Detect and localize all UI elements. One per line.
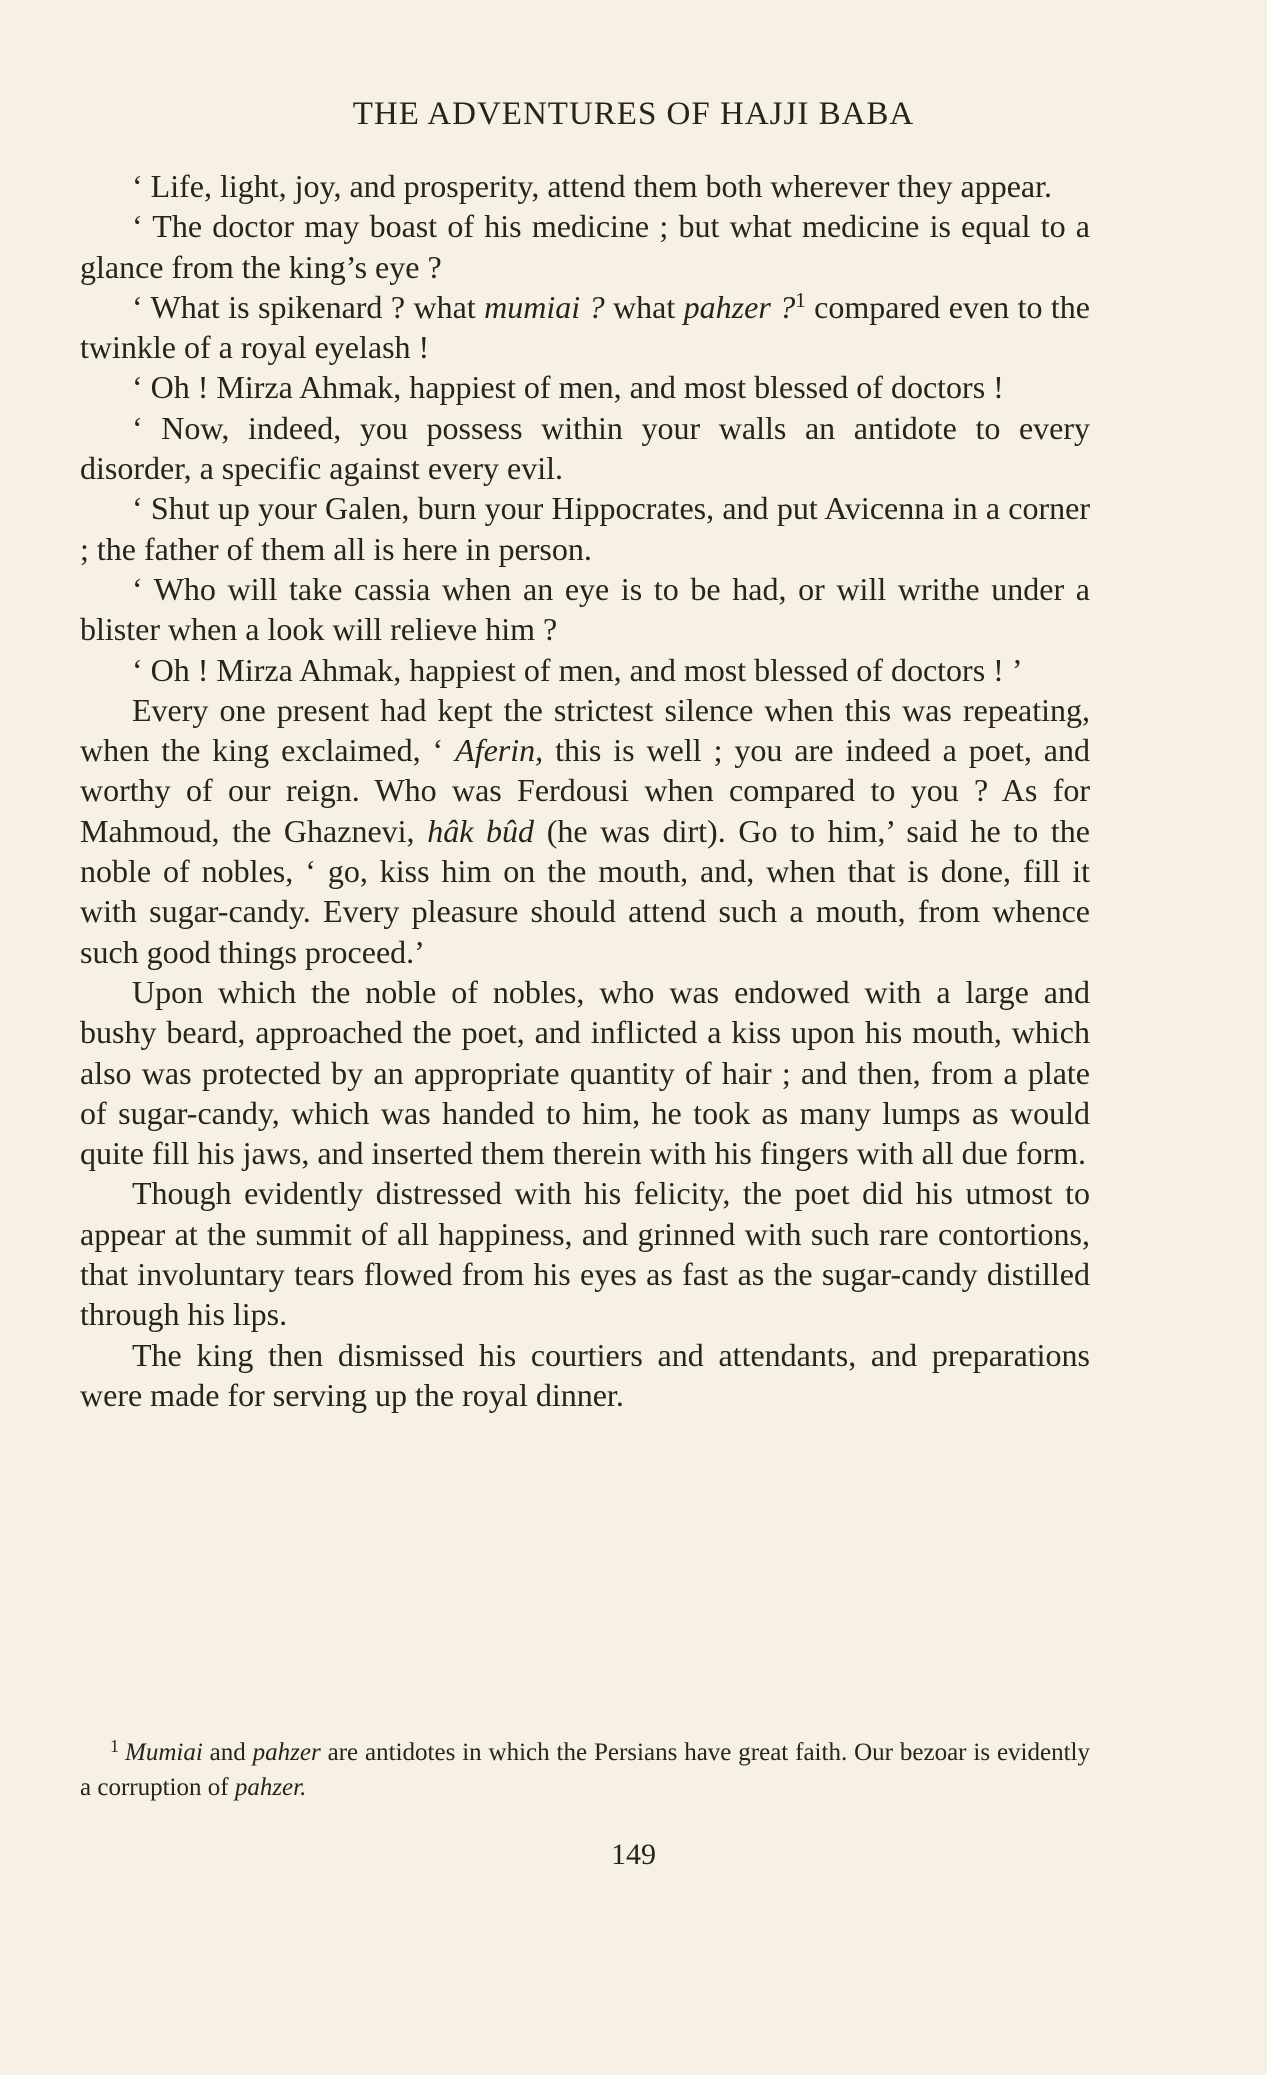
footnote-mark: 1: [110, 1736, 119, 1756]
paragraph: The king then dismissed his courtiers and attendants, and preparations were made for serving up the royal dinner.: [80, 1336, 1090, 1413]
footnote: [80, 1735, 1090, 1805]
italic-term: Aferin,: [455, 732, 544, 769]
running-title: THE ADVENTURES OF HAJJI BABA: [352, 96, 915, 132]
page-number: 149: [611, 1838, 656, 1871]
paragraph: ‘ What is spikenard ? what mumiai ? what pahzer ?$^1$ compared even to the twinkle of a royal eyelash !: [80, 287, 1091, 366]
paragraph: ‘ Oh ! Mirza Ahmak, happiest of men, and most blessed of doctors ! ’: [132, 651, 1023, 688]
paragraph: Though evidently distressed with his felicity, the poet did his utmost to appear at the summit of all happiness, and grinned with such rare contortions, that involuntary tears flowed from his eyes as fast as the sugar-candy distilled through his lips.: [80, 1175, 1090, 1333]
paragraph: ‘ Shut up your Galen, burn your Hippocrates, and put Avicenna in a corner ; the father of them all is here in person.: [80, 490, 1090, 567]
paragraph: ‘ Oh ! Mirza Ahmak, happiest of men, and most blessed of doctors !: [132, 369, 1004, 406]
paragraph: ‘ The doctor may boast of his medicine ; but what medicine is equal to a glance from the king’s eye ?: [80, 208, 1090, 285]
main-text: [80, 166, 1090, 1415]
italic-term: hâk bûd: [427, 812, 535, 849]
paragraph: Upon which the noble of nobles, who was endowed with a large and bushy beard, approached the poet, and inflicted a kiss upon his mouth, which also was protected by an appropriate quantity of hair ; and then, from a plate of sugar-candy, which was handed to him, he took as many lumps as would quite fill his jaws, and inserted them therein with his fingers with all due form.: [80, 973, 1090, 1172]
paragraph: ‘ Now, indeed, you possess within your walls an antidote to every disorder, a specific against every evil.: [80, 409, 1090, 487]
paragraph: ‘ Who will take cassia when an eye is to be had, or will writhe under a blister when a look will relieve him ?: [80, 570, 1090, 648]
footnote-text: $^1$ Mumiai and pahzer are antidotes in which the Persians have great faith. Our bezoar is evidently a corruption of pahzer.: [80, 1736, 1090, 1801]
paragraph: Every one present had kept the strictest silence when this was repeating, when the king exclaimed, ‘ Aferin, this is well ; you are indeed a poet, and worthy of our reign. Who was Ferdousi when compared to you ? As for Mahmoud, the Ghaznevi, hâk bûd (he was dirt). Go to him,’ said he to the noble of nobles, ‘ go, kiss him on the mouth, and, when that is done, fill it with sugar-candy. Every pleasure should attend such a mouth, from whence such good things proceed.’: [80, 691, 1091, 970]
italic-term: pahzer ?: [683, 288, 796, 325]
paragraph: ‘ Life, light, joy, and prosperity, attend them both wherever they appear.: [132, 168, 1052, 204]
italic-term: mumiai ?: [484, 288, 605, 325]
footnote-reference: 1: [795, 287, 806, 312]
